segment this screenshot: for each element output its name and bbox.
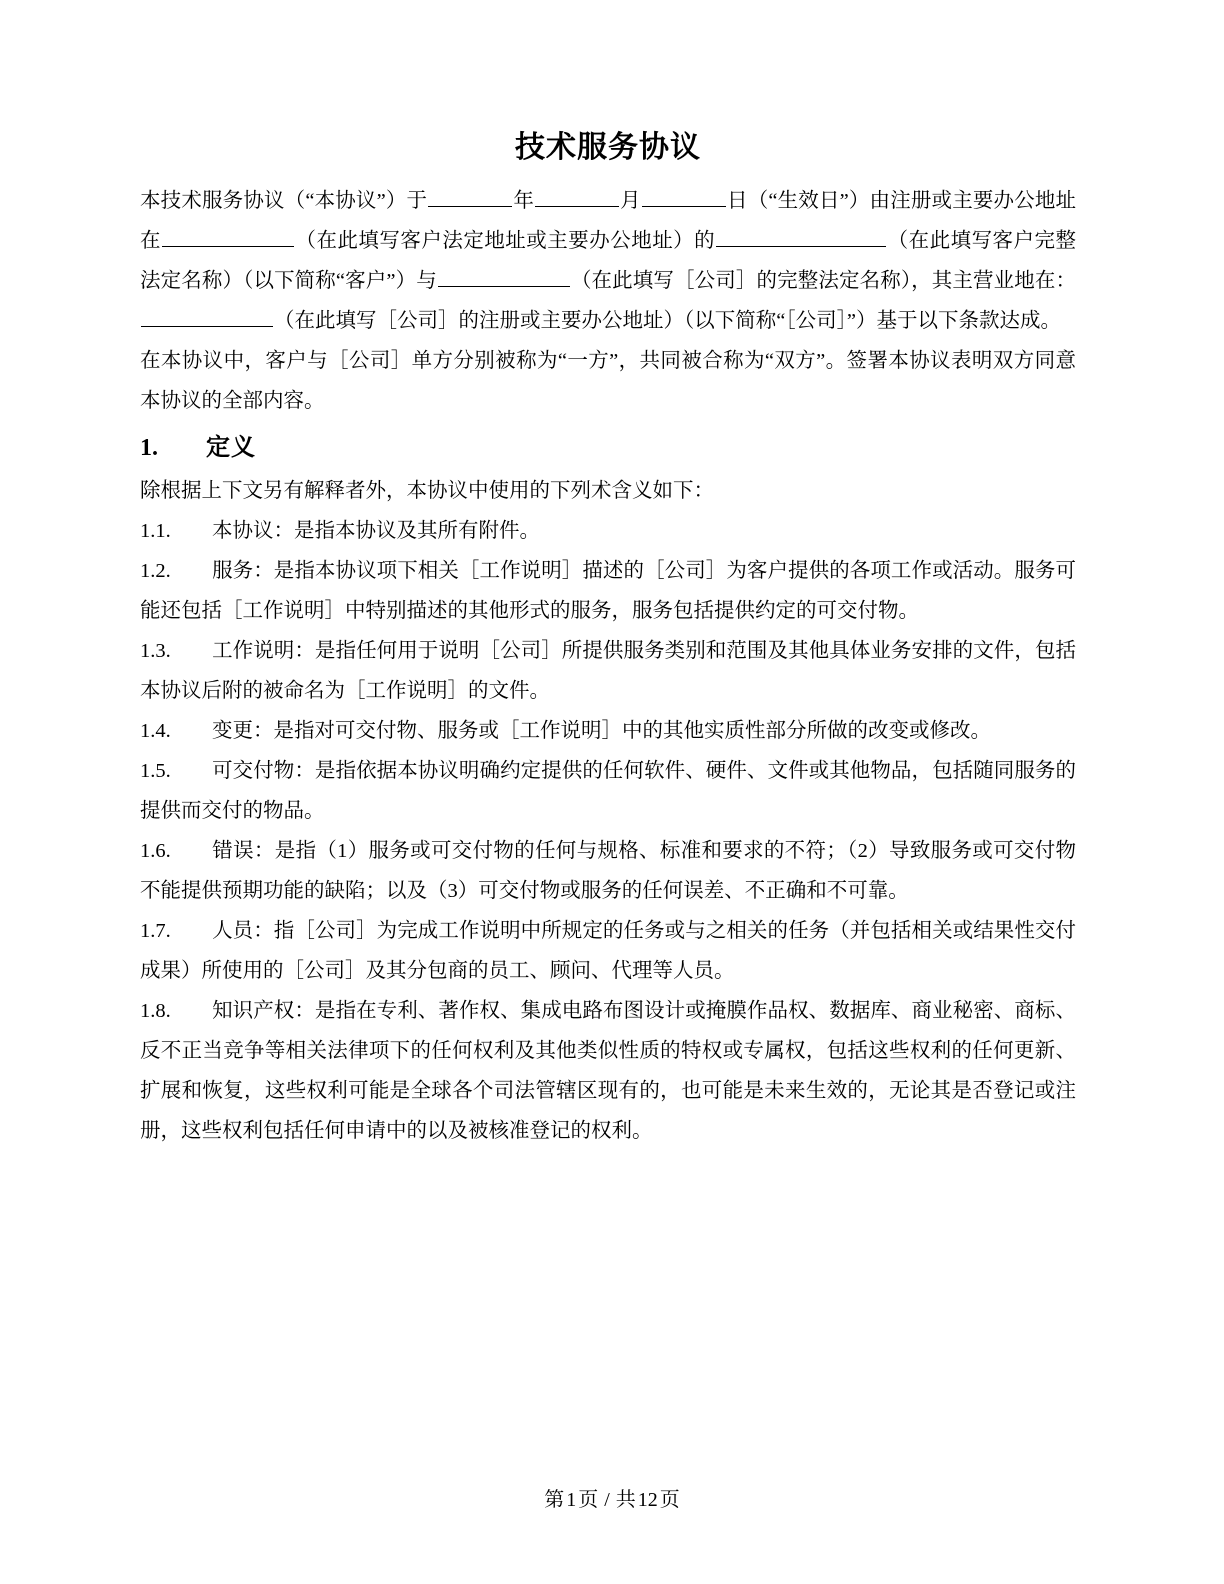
date-month-blank[interactable] <box>535 188 619 207</box>
clause-text: 本协议：是指本协议及其所有附件。 <box>212 520 540 542</box>
clause-text: 服务：是指本协议项下相关［工作说明］描述的［公司］为客户提供的各项工作或活动。服务可能还包括［工作说明］中特别描述的其他形式的服务，服务包括提供约定的可交付物。 <box>140 560 1076 622</box>
intro-text-a6: （在此填写客户完整法定名称）（以下简称“客户”）与 <box>140 230 1077 292</box>
document-body <box>140 128 1076 1151</box>
client-name-blank[interactable] <box>716 228 886 247</box>
intro-text-a7: （在此填写［公司］的完整法定名称），其主营业地在： <box>570 270 1077 292</box>
section-number: 1. <box>140 435 158 461</box>
clause-1-1 <box>140 511 1076 551</box>
clause-1-5 <box>140 751 1076 831</box>
date-day-blank[interactable] <box>642 188 726 207</box>
clause-number: 1.2. <box>140 560 171 582</box>
section-heading-definitions <box>140 427 1076 469</box>
footer-total-unit: 页 <box>659 1489 680 1511</box>
intro-text-a2: 年 <box>513 190 535 212</box>
footer-total-prefix: 共 <box>615 1489 636 1511</box>
clause-number: 1.5. <box>140 760 171 782</box>
footer-separator: / <box>604 1489 610 1511</box>
clause-number: 1.6. <box>140 840 171 862</box>
clause-1-4 <box>140 711 1076 751</box>
clause-text: 知识产权：是指在专利、著作权、集成电路布图设计或掩膜作品权、数据库、商业秘密、商标、反不正当竞争等相关法律项下的任何权利及其他类似性质的特权或专属权，包括这些权利的任何更新、扩展和恢复，这些权利可能是全球各个司法管辖区现有的，也可能是未来生效的，无论其是否登记或注册，这些权利包括任何申请中的以及被核准登记的权利。 <box>140 1000 1076 1142</box>
footer-page-prefix: 第 <box>544 1489 565 1511</box>
intro-text-a5: （在此填写客户法定地址或主要办公地址）的 <box>294 230 716 252</box>
clause-text: 工作说明：是指任何用于说明［公司］所提供服务类别和范围及其他具体业务安排的文件，包括本协议后附的被命名为［工作说明］的文件。 <box>140 640 1076 702</box>
clause-1-6 <box>140 831 1076 911</box>
intro-text-a3: 月 <box>620 190 641 212</box>
client-address-blank[interactable] <box>162 228 294 247</box>
clause-number: 1.3. <box>140 640 171 662</box>
clause-number: 1.7. <box>140 920 171 942</box>
clause-number: 1.1. <box>140 520 171 542</box>
intro-paragraph-2: 在本协议中，客户与［公司］单方分别被称为“一方”，共同被合称为“双方”。签署本协议表明双方同意本协议的全部内容。 <box>140 350 1076 412</box>
clause-text: 错误：是指（1）服务或可交付物的任何与规格、标准和要求的不符；（2）导致服务或可交付物不能提供预期功能的缺陷；以及（3）可交付物或服务的任何误差、不正确和不可靠。 <box>140 840 1076 902</box>
clause-1-8 <box>140 991 1076 1151</box>
clause-text: 可交付物：是指依据本协议明确约定提供的任何软件、硬件、文件或其他物品，包括随同服务的提供而交付的物品。 <box>140 760 1076 822</box>
company-name-blank[interactable] <box>438 268 570 287</box>
footer-page-number: 1 <box>566 1489 577 1511</box>
clause-number: 1.8. <box>140 1000 171 1022</box>
section-lead-paragraph: 除根据上下文另有解释者外，本协议中使用的下列术含义如下： <box>140 480 714 502</box>
footer-total-number: 12 <box>637 1489 658 1511</box>
company-address-blank[interactable] <box>141 308 273 327</box>
date-year-blank[interactable] <box>428 188 512 207</box>
clause-1-2 <box>140 551 1076 631</box>
page-footer <box>0 1486 1224 1514</box>
intro-text-a8: （在此填写［公司］的注册或主要办公地址）（以下简称“［公司］”）基于以下条款达成。 <box>274 310 1061 332</box>
intro-text-a4: 日（“生效日”）由注册或主要办公地址在 <box>140 190 1077 252</box>
section-title: 定义 <box>206 435 256 461</box>
intro-text-a1: 本技术服务协议（“本协议”）于 <box>140 190 428 212</box>
clause-number: 1.4. <box>140 720 171 742</box>
clause-1-7 <box>140 911 1076 991</box>
clause-text: 人员：指［公司］为完成工作说明中所规定的任务或与之相关的任务（并包括相关或结果性交付成果）所使用的［公司］及其分包商的员工、顾问、代理等人员。 <box>140 920 1076 982</box>
footer-page-unit: 页 <box>578 1489 599 1511</box>
clause-1-3 <box>140 631 1076 711</box>
page-title: 技术服务协议 <box>515 131 701 164</box>
clause-text: 变更：是指对可交付物、服务或［工作说明］中的其他实质性部分所做的改变或修改。 <box>212 720 991 742</box>
intro-paragraph-1 <box>140 181 1076 341</box>
